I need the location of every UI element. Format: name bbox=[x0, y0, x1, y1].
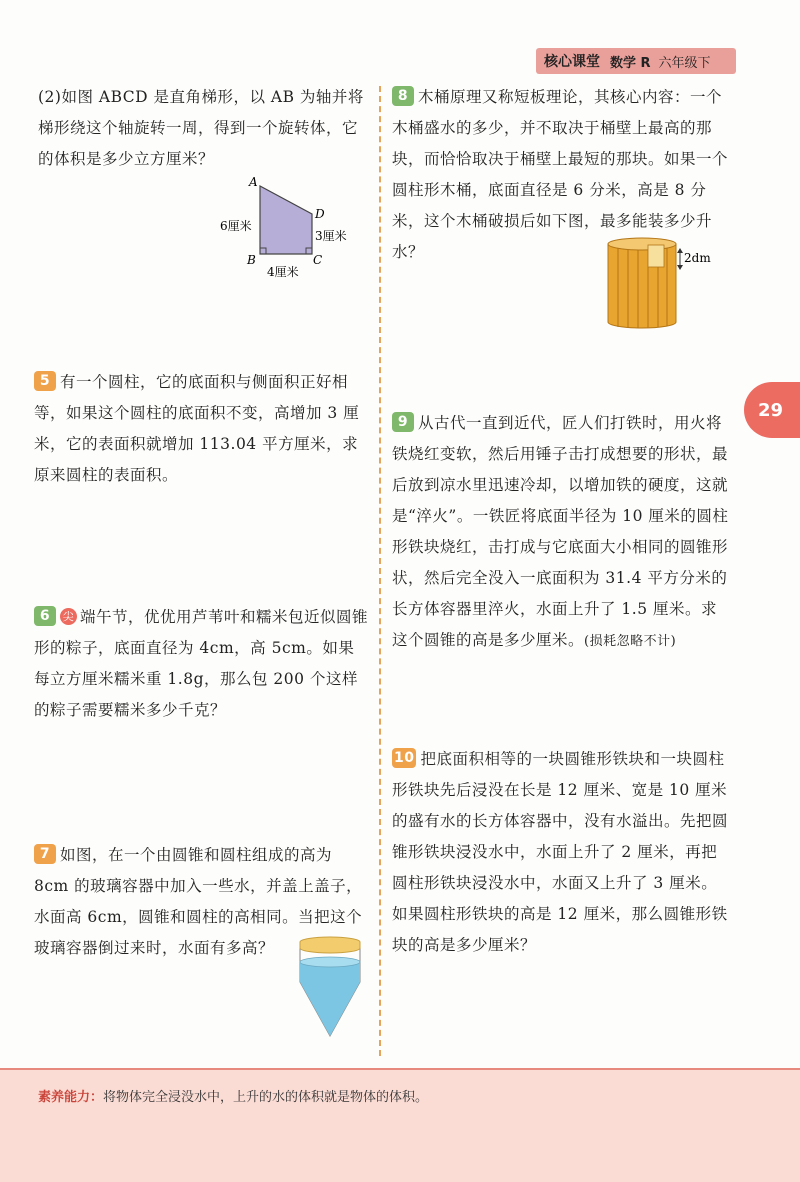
page-header bbox=[536, 48, 736, 74]
problem-number-badge: 6 bbox=[34, 606, 56, 626]
problem-number-badge: 8 bbox=[392, 86, 414, 106]
problem-5 bbox=[34, 367, 370, 491]
problem-number-badge: 9 bbox=[392, 412, 414, 432]
problem-number-badge: 5 bbox=[34, 371, 56, 391]
book-title: 核心课堂 bbox=[544, 54, 600, 70]
ab-length-label: 6厘米 bbox=[220, 219, 252, 233]
subject-label: 数学 R bbox=[610, 55, 651, 71]
vertex-b-label: B bbox=[247, 253, 256, 267]
problem-9 bbox=[392, 408, 732, 657]
problem-text: 端午节，优优用芦苇叶和糯米包近似圆锥形的粽子，底面直径为 4cm，高 5cm。如果每立方厘米糯米重 1.8g，那么包 200 个这样的粽子需要糯米多少千克？ bbox=[34, 608, 369, 719]
grade-label: 六年级下 bbox=[658, 55, 711, 71]
problem-text: 有一个圆柱，它的底面积与侧面积正好相等，如果这个圆柱的底面积不变，高增加 3 厘米，它的表面积就增加 113.04 平方厘米，求原来圆柱的表面积。 bbox=[34, 373, 360, 484]
literacy-tip bbox=[38, 1086, 428, 1105]
wooden-bucket-figure bbox=[604, 232, 714, 332]
tip-label: 素养能力： bbox=[38, 1090, 104, 1105]
page-number-tab: 29 bbox=[744, 382, 800, 438]
column-divider bbox=[379, 86, 381, 1056]
vertex-d-label: D bbox=[315, 207, 325, 221]
dc-length-label: 3厘米 bbox=[315, 229, 347, 243]
problem-text: 如图，在一个由圆锥和圆柱组成的高为 8cm 的玻璃容器中加入一些水，并盖上盖子，水面高 6cm，圆锥和圆柱的高相同。当把这个玻璃容器倒过来时，水面有多高？ bbox=[34, 846, 363, 957]
problem-text: (2)如图 ABCD 是直角梯形，以 AB 为轴并将梯形绕这个轴旋转一周，得到一个旋转体，它的体积是多少立方厘米？ bbox=[38, 88, 364, 168]
problem-4-2 bbox=[38, 82, 368, 175]
cone-cylinder-container-figure bbox=[290, 930, 370, 1042]
tip-text: 将物体完全浸没水中，上升的水的体积就是物体的体积。 bbox=[103, 1090, 429, 1105]
problem-text: 木桶原理又称短板理论，其核心内容：一个木桶盛水的多少，并不取决于桶壁上最高的那块，而恰恰取决于桶壁上最短的那块。如果一个圆柱形木桶，底面直径是 6 分米，高是 8 分米，这个木桶破损后如下图，最多能装多少升水？ bbox=[392, 88, 729, 261]
bc-length-label: 4厘米 bbox=[267, 265, 299, 279]
problem-number-badge: 10 bbox=[394, 750, 415, 766]
vertex-a-label: A bbox=[249, 175, 258, 189]
challenge-badge: 尖 bbox=[60, 608, 77, 625]
problem-number-badge: 7 bbox=[34, 844, 56, 864]
broken-board-gap-label: 2dm bbox=[684, 251, 711, 265]
problem-text: 从古代一直到近代，匠人们打铁时，用火将铁烧红变软，然后用锤子击打成想要的形状，最后放到凉水里迅速冷却，以增加铁的硬度，这就是“淬火”。一铁匠将底面半径为 10 厘米的圆柱形铁块烧红，击打成与它底面大小相同的圆锥形状，然后完全没入一底面积为 31.4 平方分米的长方体容器里淬火，水面上升了 1.5 厘米。求这个圆锥的高是多少厘米。 bbox=[392, 414, 729, 649]
page-footer bbox=[0, 1068, 800, 1182]
problem-note: (损耗忽略不计) bbox=[584, 634, 677, 649]
problem-6 bbox=[34, 602, 370, 726]
trapezoid-figure bbox=[215, 172, 365, 282]
vertex-c-label: C bbox=[313, 253, 323, 267]
problem-10 bbox=[392, 744, 732, 961]
problem-text: 把底面积相等的一块圆锥形铁块和一块圆柱形铁块先后浸没在长是 12 厘米、宽是 10 厘米的盛有水的长方体容器中，没有水溢出。先把圆锥形铁块浸没水中，水面上升了 2 厘米，再把圆柱形铁块浸没水中，水面又上升了 3 厘米。如果圆柱形铁块的高是 12 厘米，那么圆锥形铁块的高是多少厘米？ bbox=[392, 750, 729, 954]
